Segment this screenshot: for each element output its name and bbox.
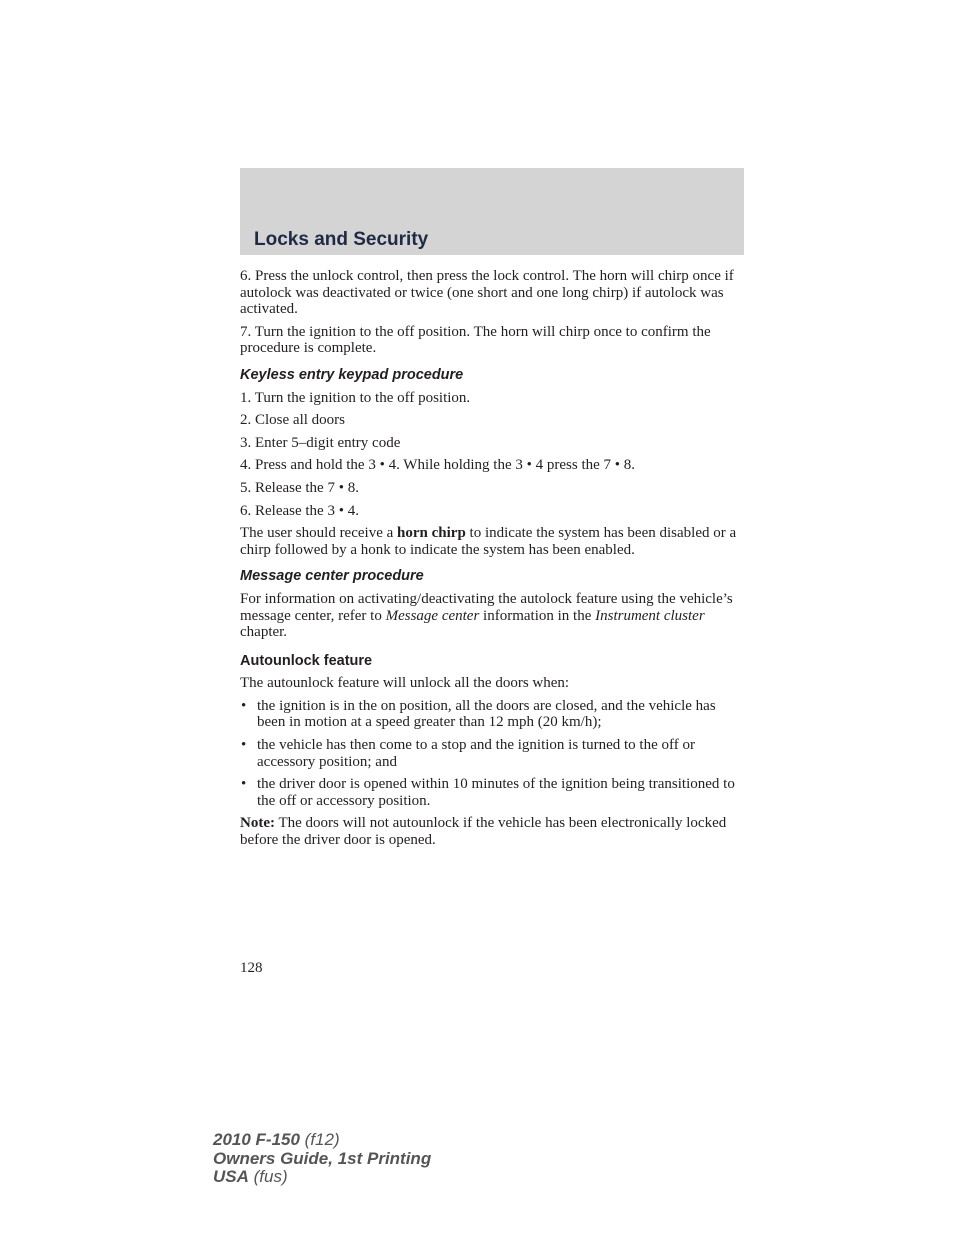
paragraph-step-7: 7. Turn the ignition to the off position. The horn will chirp once to confirm the procedure is complete. [240,323,711,357]
keypad-step: 6. Release the 3 • 4. [240,502,359,519]
bullet-icon: • [241,697,247,714]
list-item-text: the driver door is opened within 10 minutes of the ignition being transitioned to the off or accessory position. [257,776,735,809]
keypad-procedure-heading: Keyless entry keypad procedure [240,366,464,383]
keypad-steps-list [240,390,744,520]
message-center-text-2: information in the [479,607,596,624]
footer-line-region [213,1168,431,1187]
keypad-step: 1. Turn the ignition to the off position. [240,389,471,406]
footer-line-model [213,1131,431,1150]
message-center-text-1: For information on activating/deactivating the autolock feature using the vehicle’s message center, refer to [240,590,733,624]
footer-model-code: (f12) [299,1130,340,1149]
footer-region: USA [213,1167,249,1186]
keypad-step: 3. Enter 5–digit entry code [240,434,401,451]
keypad-step: 4. Press and hold the 3 • 4. While holding the 3 • 4 press the 7 • 8. [240,457,636,474]
autounlock-heading: Autounlock feature [240,652,373,669]
list-item [240,737,744,770]
bullet-icon: • [241,776,247,793]
list-item [240,698,744,731]
message-center-heading: Message center procedure [240,568,424,585]
list-item [240,776,744,809]
horn-chirp-emphasis: horn chirp [397,525,466,542]
instrument-cluster-reference: Instrument cluster [595,607,705,624]
list-item-text: the ignition is in the on position, all the doors are closed, and the vehicle has been in motion at a speed greater than 12 mph (20 km/h); [257,697,716,731]
autounlock-intro: The autounlock feature will unlock all the doors when: [240,675,570,692]
document-footer [213,1131,431,1187]
autounlock-note [240,815,744,848]
paragraph-step-6: 6. Press the unlock control, then press the lock control. The horn will chirp once if autolock was deactivated or twice (one short and one long chirp) if autolock was activated. [240,268,734,318]
message-center-text-3: chapter. [240,624,288,641]
message-center-reference: Message center [385,607,480,624]
footer-region-code: (fus) [248,1167,288,1186]
footer-model: 2010 F-150 [213,1130,300,1149]
footer-line-guide: Owners Guide, 1st Printing [213,1148,432,1168]
keypad-step: 2. Close all doors [240,412,345,429]
keypad-step: 5. Release the 7 • 8. [240,479,359,496]
page-content [240,268,744,855]
section-title: Locks and Security [254,229,429,250]
bullet-icon: • [241,737,247,754]
keypad-result-text-1: The user should receive a [240,525,398,542]
keypad-result-paragraph [240,525,744,558]
note-text: The doors will not autounlock if the vehicle has been electronically locked before the driver door is opened. [240,815,727,849]
note-label: Note: [240,815,275,832]
autounlock-conditions-list [240,698,744,810]
message-center-paragraph [240,591,744,641]
keypad-result-text-2: to indicate the system has been disabled or a chirp followed by a honk to indicate the system has been enabled. [240,525,737,558]
list-item-text: the vehicle has then come to a stop and the ignition is turned to the off or accessory position; and [257,737,695,770]
section-header-band [240,168,744,255]
page-number: 128 [240,960,263,976]
